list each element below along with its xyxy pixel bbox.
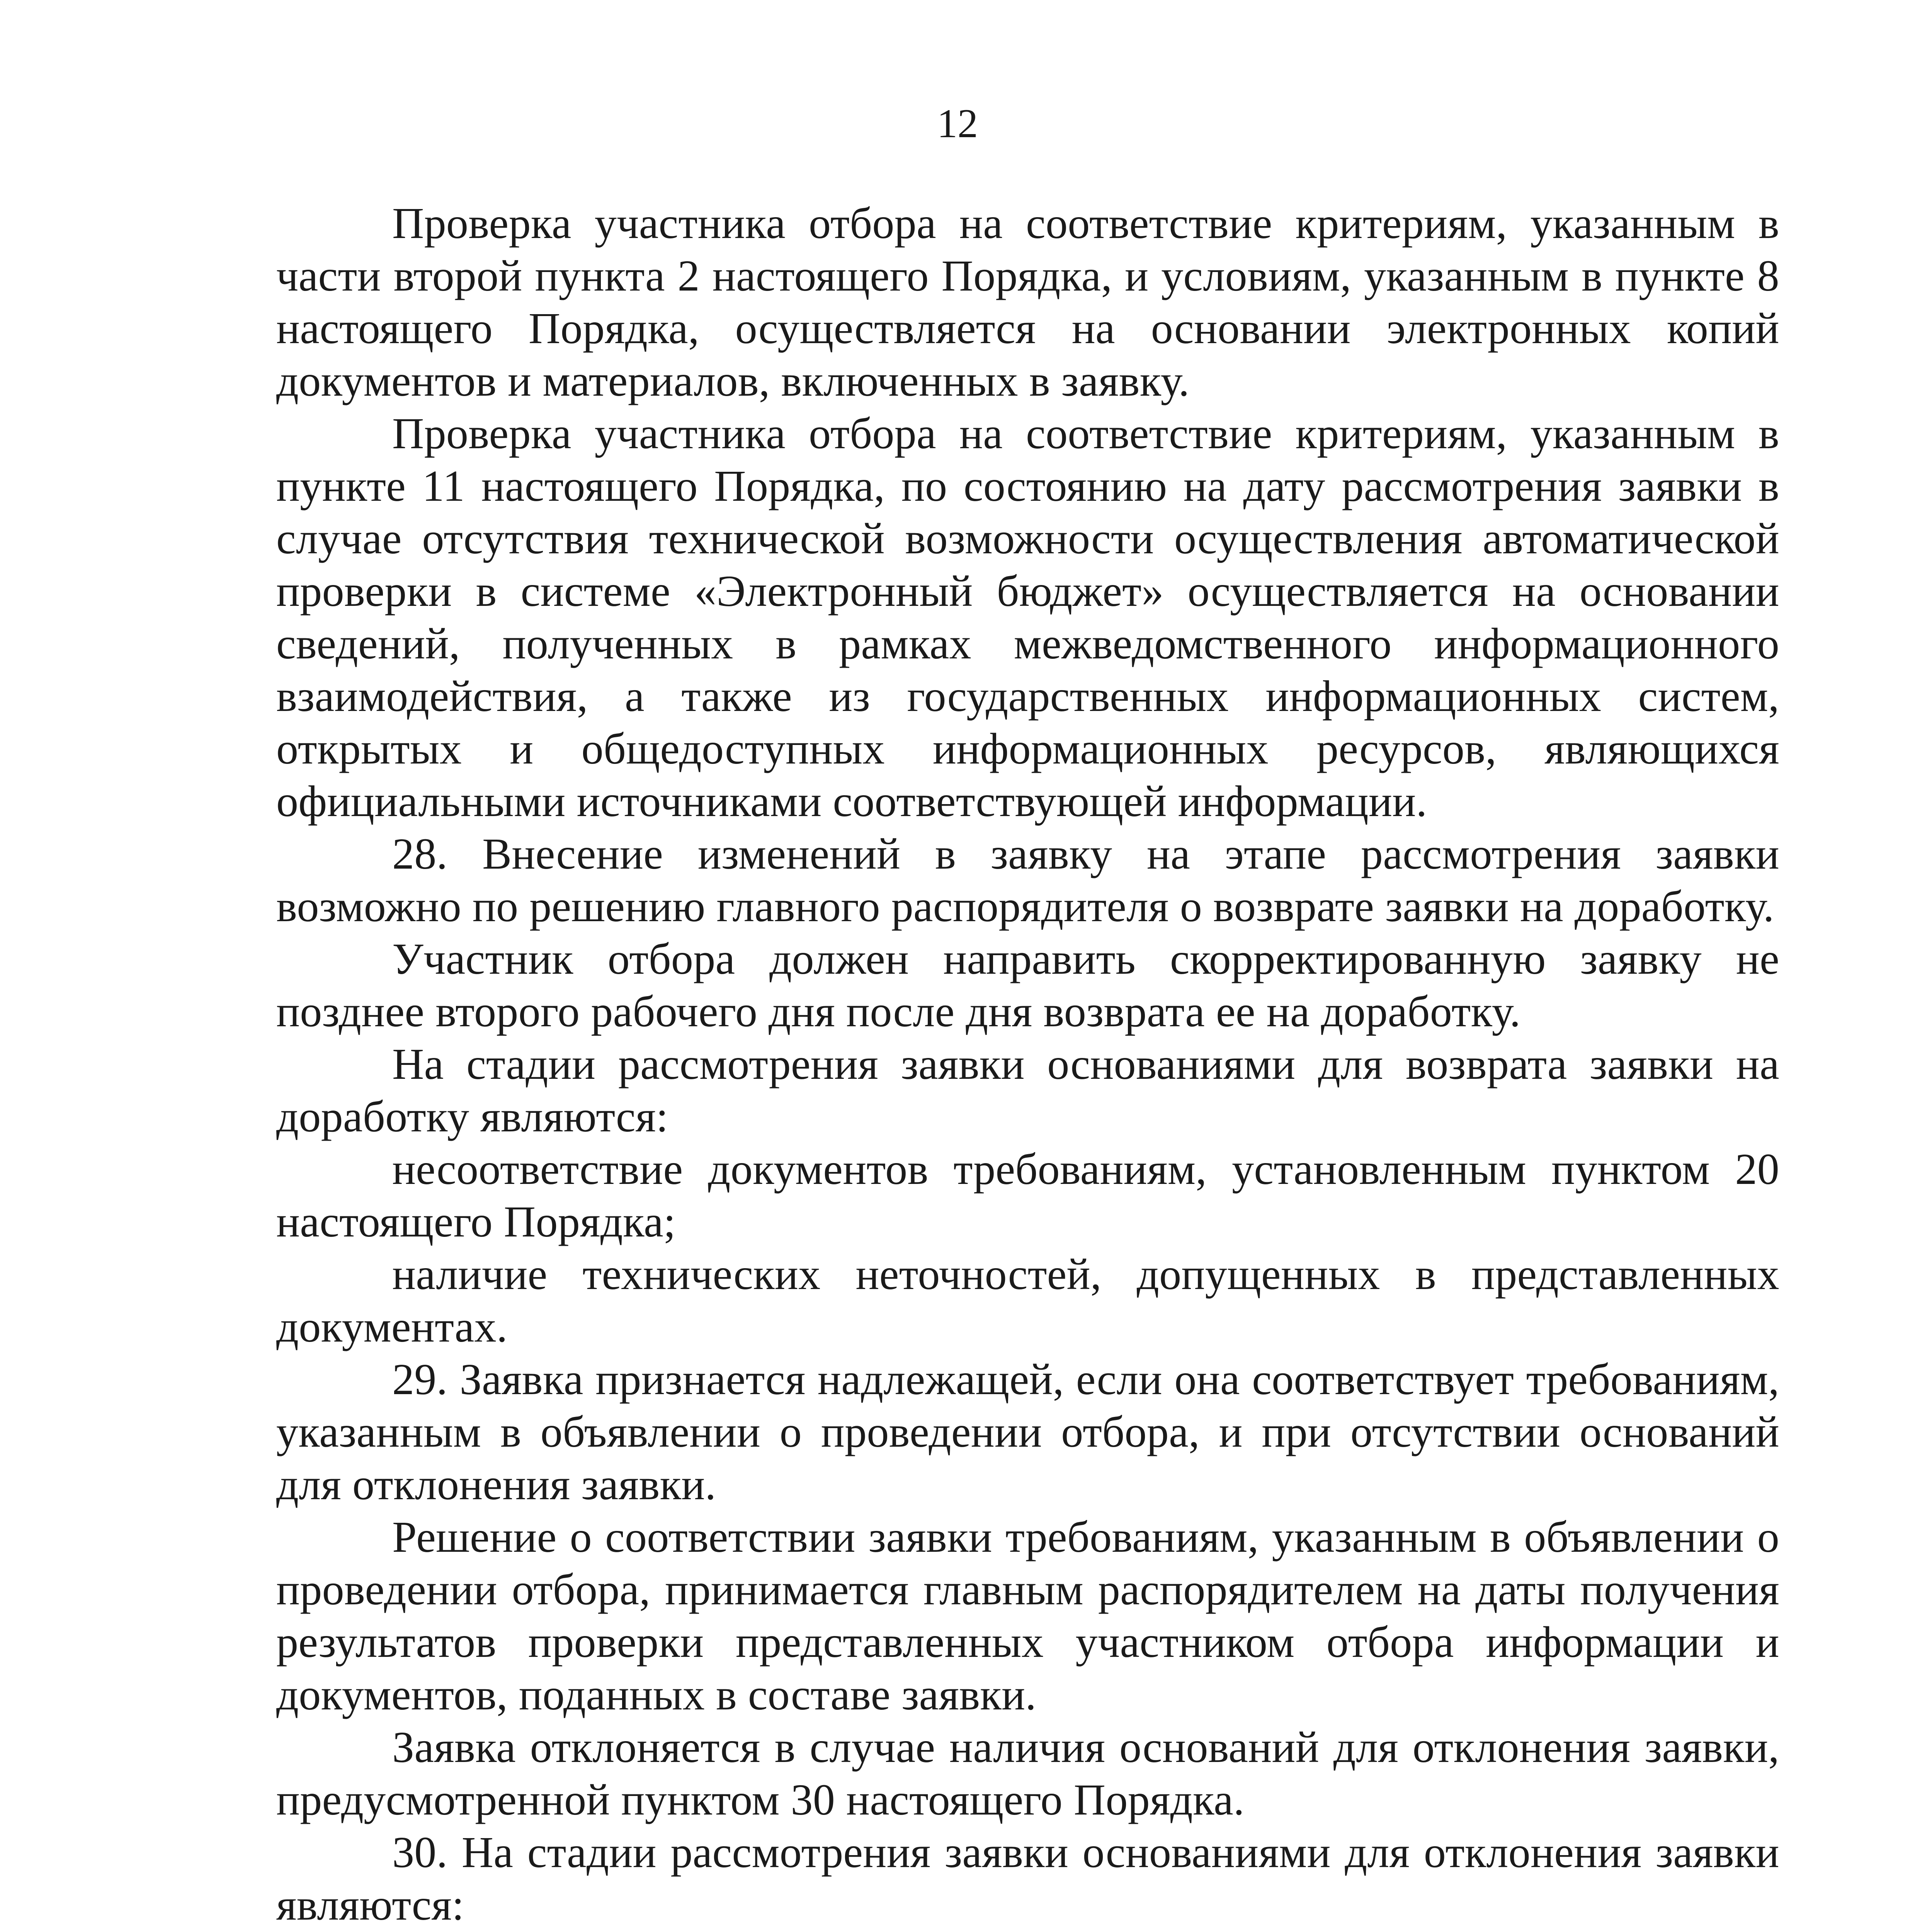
page-number: 12: [937, 101, 978, 146]
paragraph-verification-point-11: Проверка участника отбора на соответствие критериям, указанным в пункте 11 настоящего Порядка, по состоянию на дату рассмотрения заявки в случае отсутствия технической возможности осуществления автоматической проверки в системе «Электронный бюджет» осуществляется на основании сведений, полученных в рамках межведомственного информационного взаимодействия, а также из государственных информационных систем, открытых и общедоступных информационных ресурсов, являющихся официальными источниками соответствующей информации.: [276, 409, 1779, 826]
list-item-return-ground-2: наличие технических неточностей, допущенных в представленных документах.: [276, 1250, 1779, 1351]
paragraph-verification-criteria: Проверка участника отбора на соответствие критериям, указанным в части второй пункта 2 настоящего Порядка, и условиям, указанным в пункте 8 настоящего Порядка, осуществляется на основании электронных копий документов и материалов, включенных в заявку.: [276, 199, 1779, 405]
paragraph-clause-30: 30. На стадии рассмотрения заявки основаниями для отклонения заявки являются:: [276, 1828, 1779, 1929]
document-body: [276, 197, 1779, 1932]
paragraph-return-grounds: На стадии рассмотрения заявки основаниями для возврата заявки на доработку являются:: [276, 1039, 1779, 1141]
paragraph-clause-29: 29. Заявка признается надлежащей, если она соответствует требованиям, указанным в объявлении о проведении отбора, и при отсутствии оснований для отклонения заявки.: [276, 1355, 1779, 1509]
paragraph-clause-28: 28. Внесение изменений в заявку на этапе рассмотрения заявки возможно по решению главного распорядителя о возврате заявки на доработку.: [276, 829, 1779, 931]
paragraph-corrected-application: Участник отбора должен направить скорректированную заявку не позднее второго рабочего дня после дня возврата ее на доработку.: [276, 934, 1779, 1036]
paragraph-compliance-decision: Решение о соответствии заявки требованиям, указанным в объявлении о проведении отбора, принимается главным распорядителем на даты получения результатов проверки представленных участником отбора информации и документов, поданных в составе заявки.: [276, 1512, 1779, 1719]
list-item-return-ground-1: несоответствие документов требованиям, установленным пунктом 20 настоящего Порядка;: [276, 1145, 1779, 1246]
paragraph-rejection: Заявка отклоняется в случае наличия оснований для отклонения заявки, предусмотренной пунктом 30 настоящего Порядка.: [276, 1723, 1779, 1824]
